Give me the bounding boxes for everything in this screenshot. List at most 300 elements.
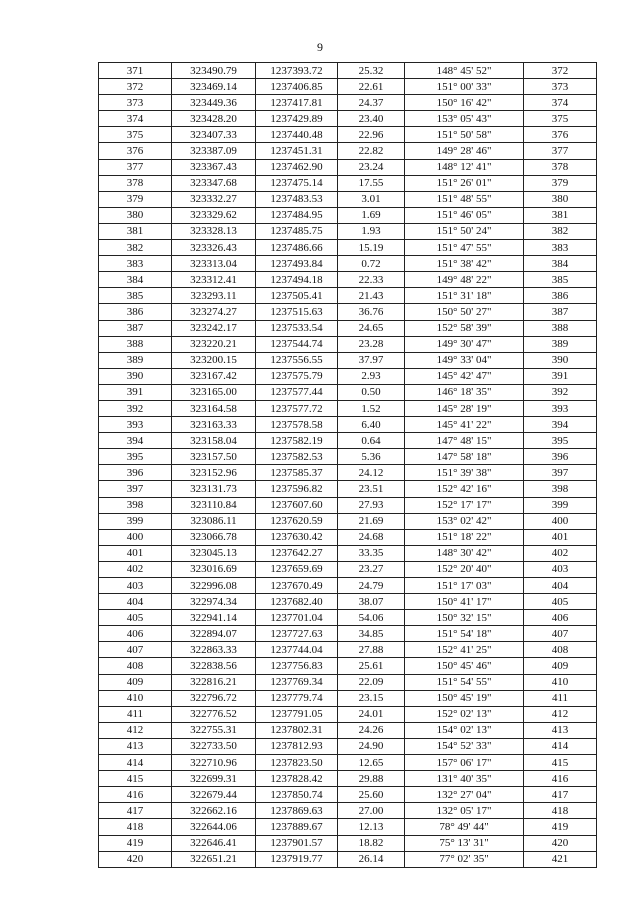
y-coordinate-cell: 1237475.14 <box>256 175 338 191</box>
x-coordinate-cell: 322941.14 <box>172 610 256 626</box>
next-point-cell: 391 <box>524 368 597 384</box>
distance-cell: 24.37 <box>338 95 405 111</box>
next-point-cell: 395 <box>524 433 597 449</box>
distance-cell: 22.61 <box>338 79 405 95</box>
x-coordinate-cell: 322776.52 <box>172 706 256 722</box>
table-row <box>99 545 597 561</box>
next-point-cell: 392 <box>524 384 597 400</box>
direction-angle-cell: 131° 40' 35" <box>405 771 524 787</box>
table-row <box>99 240 597 256</box>
next-point-cell: 408 <box>524 642 597 658</box>
y-coordinate-cell: 1237670.49 <box>256 578 338 594</box>
distance-cell: 23.27 <box>338 561 405 577</box>
x-coordinate-cell: 323293.11 <box>172 288 256 304</box>
coordinates-table <box>98 62 597 868</box>
y-coordinate-cell: 1237486.66 <box>256 240 338 256</box>
table-row <box>99 449 597 465</box>
next-point-cell: 400 <box>524 513 597 529</box>
direction-angle-cell: 151° 31' 18" <box>405 288 524 304</box>
point-number-cell: 397 <box>99 481 172 497</box>
table-row <box>99 755 597 771</box>
distance-cell: 0.72 <box>338 256 405 272</box>
table-row <box>99 191 597 207</box>
next-point-cell: 374 <box>524 95 597 111</box>
next-point-cell: 376 <box>524 127 597 143</box>
y-coordinate-cell: 1237850.74 <box>256 787 338 803</box>
distance-cell: 3.01 <box>338 191 405 207</box>
direction-angle-cell: 150° 45' 19" <box>405 690 524 706</box>
y-coordinate-cell: 1237429.89 <box>256 111 338 127</box>
x-coordinate-cell: 322816.21 <box>172 674 256 690</box>
table-row <box>99 79 597 95</box>
y-coordinate-cell: 1237756.83 <box>256 658 338 674</box>
next-point-cell: 414 <box>524 738 597 754</box>
point-number-cell: 393 <box>99 417 172 433</box>
table-row <box>99 738 597 754</box>
point-number-cell: 385 <box>99 288 172 304</box>
table-row <box>99 95 597 111</box>
y-coordinate-cell: 1237494.18 <box>256 272 338 288</box>
y-coordinate-cell: 1237485.75 <box>256 223 338 239</box>
distance-cell: 22.96 <box>338 127 405 143</box>
point-number-cell: 398 <box>99 497 172 513</box>
distance-cell: 38.07 <box>338 594 405 610</box>
point-number-cell: 380 <box>99 207 172 223</box>
distance-cell: 24.68 <box>338 529 405 545</box>
table-row <box>99 175 597 191</box>
next-point-cell: 375 <box>524 111 597 127</box>
next-point-cell: 382 <box>524 223 597 239</box>
table-row <box>99 143 597 159</box>
y-coordinate-cell: 1237515.63 <box>256 304 338 320</box>
y-coordinate-cell: 1237802.31 <box>256 722 338 738</box>
direction-angle-cell: 151° 26' 01" <box>405 175 524 191</box>
x-coordinate-cell: 323066.78 <box>172 529 256 545</box>
next-point-cell: 404 <box>524 578 597 594</box>
point-number-cell: 404 <box>99 594 172 610</box>
x-coordinate-cell: 323313.04 <box>172 256 256 272</box>
y-coordinate-cell: 1237440.48 <box>256 127 338 143</box>
point-number-cell: 394 <box>99 433 172 449</box>
table-row <box>99 787 597 803</box>
distance-cell: 37.97 <box>338 352 405 368</box>
y-coordinate-cell: 1237823.50 <box>256 755 338 771</box>
table-row <box>99 207 597 223</box>
table-row <box>99 722 597 738</box>
distance-cell: 27.93 <box>338 497 405 513</box>
distance-cell: 0.64 <box>338 433 405 449</box>
y-coordinate-cell: 1237744.04 <box>256 642 338 658</box>
next-point-cell: 393 <box>524 400 597 416</box>
x-coordinate-cell: 323490.79 <box>172 63 256 79</box>
point-number-cell: 415 <box>99 771 172 787</box>
x-coordinate-cell: 323165.00 <box>172 384 256 400</box>
x-coordinate-cell: 323158.04 <box>172 433 256 449</box>
distance-cell: 1.52 <box>338 400 405 416</box>
distance-cell: 24.65 <box>338 320 405 336</box>
x-coordinate-cell: 323045.13 <box>172 545 256 561</box>
direction-angle-cell: 154° 02' 13" <box>405 722 524 738</box>
point-number-cell: 377 <box>99 159 172 175</box>
next-point-cell: 409 <box>524 658 597 674</box>
point-number-cell: 419 <box>99 835 172 851</box>
distance-cell: 24.90 <box>338 738 405 754</box>
distance-cell: 5.36 <box>338 449 405 465</box>
table-row <box>99 674 597 690</box>
direction-angle-cell: 132° 27' 04" <box>405 787 524 803</box>
next-point-cell: 372 <box>524 63 597 79</box>
point-number-cell: 386 <box>99 304 172 320</box>
direction-angle-cell: 147° 58' 18" <box>405 449 524 465</box>
next-point-cell: 415 <box>524 755 597 771</box>
x-coordinate-cell: 323407.33 <box>172 127 256 143</box>
x-coordinate-cell: 323016.69 <box>172 561 256 577</box>
distance-cell: 25.60 <box>338 787 405 803</box>
table-row <box>99 594 597 610</box>
point-number-cell: 374 <box>99 111 172 127</box>
next-point-cell: 418 <box>524 803 597 819</box>
y-coordinate-cell: 1237462.90 <box>256 159 338 175</box>
y-coordinate-cell: 1237451.31 <box>256 143 338 159</box>
table-row <box>99 578 597 594</box>
table-row <box>99 111 597 127</box>
point-number-cell: 401 <box>99 545 172 561</box>
table-row <box>99 561 597 577</box>
distance-cell: 23.28 <box>338 336 405 352</box>
x-coordinate-cell: 323449.36 <box>172 95 256 111</box>
direction-angle-cell: 152° 17' 17" <box>405 497 524 513</box>
x-coordinate-cell: 323157.50 <box>172 449 256 465</box>
y-coordinate-cell: 1237575.79 <box>256 368 338 384</box>
direction-angle-cell: 148° 45' 52" <box>405 63 524 79</box>
x-coordinate-cell: 323110.84 <box>172 497 256 513</box>
x-coordinate-cell: 323428.20 <box>172 111 256 127</box>
distance-cell: 22.33 <box>338 272 405 288</box>
y-coordinate-cell: 1237701.04 <box>256 610 338 626</box>
distance-cell: 6.40 <box>338 417 405 433</box>
y-coordinate-cell: 1237505.41 <box>256 288 338 304</box>
point-number-cell: 391 <box>99 384 172 400</box>
distance-cell: 12.13 <box>338 819 405 835</box>
point-number-cell: 395 <box>99 449 172 465</box>
table-row <box>99 433 597 449</box>
x-coordinate-cell: 323469.14 <box>172 79 256 95</box>
distance-cell: 34.85 <box>338 626 405 642</box>
point-number-cell: 420 <box>99 851 172 867</box>
table-row <box>99 400 597 416</box>
next-point-cell: 405 <box>524 594 597 610</box>
point-number-cell: 411 <box>99 706 172 722</box>
next-point-cell: 389 <box>524 336 597 352</box>
table-row <box>99 352 597 368</box>
direction-angle-cell: 149° 33' 04" <box>405 352 524 368</box>
next-point-cell: 384 <box>524 256 597 272</box>
table-row <box>99 368 597 384</box>
next-point-cell: 379 <box>524 175 597 191</box>
distance-cell: 12.65 <box>338 755 405 771</box>
table-row <box>99 851 597 867</box>
point-number-cell: 416 <box>99 787 172 803</box>
table-row <box>99 127 597 143</box>
next-point-cell: 386 <box>524 288 597 304</box>
direction-angle-cell: 151° 46' 05" <box>405 207 524 223</box>
point-number-cell: 378 <box>99 175 172 191</box>
direction-angle-cell: 145° 28' 19" <box>405 400 524 416</box>
next-point-cell: 403 <box>524 561 597 577</box>
x-coordinate-cell: 322838.56 <box>172 658 256 674</box>
y-coordinate-cell: 1237417.81 <box>256 95 338 111</box>
direction-angle-cell: 78° 49' 44" <box>405 819 524 835</box>
point-number-cell: 383 <box>99 256 172 272</box>
table-row <box>99 320 597 336</box>
x-coordinate-cell: 323329.62 <box>172 207 256 223</box>
point-number-cell: 371 <box>99 63 172 79</box>
y-coordinate-cell: 1237483.53 <box>256 191 338 207</box>
direction-angle-cell: 152° 42' 16" <box>405 481 524 497</box>
x-coordinate-cell: 323367.43 <box>172 159 256 175</box>
point-number-cell: 382 <box>99 240 172 256</box>
table-row <box>99 384 597 400</box>
next-point-cell: 378 <box>524 159 597 175</box>
next-point-cell: 406 <box>524 610 597 626</box>
y-coordinate-cell: 1237556.55 <box>256 352 338 368</box>
next-point-cell: 411 <box>524 690 597 706</box>
y-coordinate-cell: 1237393.72 <box>256 63 338 79</box>
point-number-cell: 407 <box>99 642 172 658</box>
x-coordinate-cell: 322974.34 <box>172 594 256 610</box>
y-coordinate-cell: 1237577.72 <box>256 400 338 416</box>
direction-angle-cell: 149° 28' 46" <box>405 143 524 159</box>
x-coordinate-cell: 322646.41 <box>172 835 256 851</box>
direction-angle-cell: 150° 41' 17" <box>405 594 524 610</box>
point-number-cell: 389 <box>99 352 172 368</box>
distance-cell: 22.09 <box>338 674 405 690</box>
x-coordinate-cell: 323163.33 <box>172 417 256 433</box>
point-number-cell: 379 <box>99 191 172 207</box>
next-point-cell: 402 <box>524 545 597 561</box>
distance-cell: 2.93 <box>338 368 405 384</box>
distance-cell: 23.51 <box>338 481 405 497</box>
y-coordinate-cell: 1237585.37 <box>256 465 338 481</box>
direction-angle-cell: 148° 12' 41" <box>405 159 524 175</box>
next-point-cell: 412 <box>524 706 597 722</box>
x-coordinate-cell: 322662.16 <box>172 803 256 819</box>
x-coordinate-cell: 323164.58 <box>172 400 256 416</box>
distance-cell: 23.15 <box>338 690 405 706</box>
table-row <box>99 417 597 433</box>
x-coordinate-cell: 323347.68 <box>172 175 256 191</box>
distance-cell: 36.76 <box>338 304 405 320</box>
table-row <box>99 497 597 513</box>
y-coordinate-cell: 1237642.27 <box>256 545 338 561</box>
table-row <box>99 819 597 835</box>
point-number-cell: 399 <box>99 513 172 529</box>
next-point-cell: 416 <box>524 771 597 787</box>
point-number-cell: 400 <box>99 529 172 545</box>
table-row <box>99 272 597 288</box>
distance-cell: 26.14 <box>338 851 405 867</box>
direction-angle-cell: 151° 54' 18" <box>405 626 524 642</box>
distance-cell: 1.69 <box>338 207 405 223</box>
direction-angle-cell: 154° 52' 33" <box>405 738 524 754</box>
y-coordinate-cell: 1237493.84 <box>256 256 338 272</box>
table-row <box>99 481 597 497</box>
x-coordinate-cell: 322894.07 <box>172 626 256 642</box>
table-row <box>99 658 597 674</box>
y-coordinate-cell: 1237682.40 <box>256 594 338 610</box>
distance-cell: 24.12 <box>338 465 405 481</box>
y-coordinate-cell: 1237812.93 <box>256 738 338 754</box>
direction-angle-cell: 151° 47' 55" <box>405 240 524 256</box>
direction-angle-cell: 149° 30' 47" <box>405 336 524 352</box>
next-point-cell: 388 <box>524 320 597 336</box>
direction-angle-cell: 132° 05' 17" <box>405 803 524 819</box>
y-coordinate-cell: 1237769.34 <box>256 674 338 690</box>
y-coordinate-cell: 1237578.58 <box>256 417 338 433</box>
point-number-cell: 412 <box>99 722 172 738</box>
x-coordinate-cell: 323326.43 <box>172 240 256 256</box>
table-row <box>99 706 597 722</box>
direction-angle-cell: 151° 39' 38" <box>405 465 524 481</box>
point-number-cell: 410 <box>99 690 172 706</box>
next-point-cell: 377 <box>524 143 597 159</box>
y-coordinate-cell: 1237869.63 <box>256 803 338 819</box>
y-coordinate-cell: 1237901.57 <box>256 835 338 851</box>
direction-angle-cell: 151° 50' 58" <box>405 127 524 143</box>
direction-angle-cell: 150° 32' 15" <box>405 610 524 626</box>
x-coordinate-cell: 322755.31 <box>172 722 256 738</box>
distance-cell: 29.88 <box>338 771 405 787</box>
direction-angle-cell: 149° 48' 22" <box>405 272 524 288</box>
next-point-cell: 383 <box>524 240 597 256</box>
table-row <box>99 159 597 175</box>
y-coordinate-cell: 1237577.44 <box>256 384 338 400</box>
direction-angle-cell: 151° 54' 55" <box>405 674 524 690</box>
page-number: 9 <box>317 40 323 54</box>
table-row <box>99 63 597 79</box>
direction-angle-cell: 151° 17' 03" <box>405 578 524 594</box>
x-coordinate-cell: 322699.31 <box>172 771 256 787</box>
table-row <box>99 336 597 352</box>
point-number-cell: 413 <box>99 738 172 754</box>
table-row <box>99 803 597 819</box>
next-point-cell: 397 <box>524 465 597 481</box>
x-coordinate-cell: 322651.21 <box>172 851 256 867</box>
distance-cell: 24.01 <box>338 706 405 722</box>
next-point-cell: 421 <box>524 851 597 867</box>
y-coordinate-cell: 1237779.74 <box>256 690 338 706</box>
y-coordinate-cell: 1237533.54 <box>256 320 338 336</box>
table-row <box>99 256 597 272</box>
distance-cell: 25.61 <box>338 658 405 674</box>
distance-cell: 23.40 <box>338 111 405 127</box>
table-row <box>99 288 597 304</box>
distance-cell: 24.26 <box>338 722 405 738</box>
distance-cell: 18.82 <box>338 835 405 851</box>
y-coordinate-cell: 1237406.85 <box>256 79 338 95</box>
point-number-cell: 392 <box>99 400 172 416</box>
direction-angle-cell: 150° 45' 46" <box>405 658 524 674</box>
y-coordinate-cell: 1237727.63 <box>256 626 338 642</box>
distance-cell: 23.24 <box>338 159 405 175</box>
point-number-cell: 409 <box>99 674 172 690</box>
distance-cell: 24.79 <box>338 578 405 594</box>
direction-angle-cell: 151° 50' 24" <box>405 223 524 239</box>
y-coordinate-cell: 1237582.53 <box>256 449 338 465</box>
point-number-cell: 375 <box>99 127 172 143</box>
direction-angle-cell: 151° 48' 55" <box>405 191 524 207</box>
point-number-cell: 384 <box>99 272 172 288</box>
distance-cell: 33.35 <box>338 545 405 561</box>
table-row <box>99 465 597 481</box>
next-point-cell: 373 <box>524 79 597 95</box>
point-number-cell: 414 <box>99 755 172 771</box>
y-coordinate-cell: 1237607.60 <box>256 497 338 513</box>
x-coordinate-cell: 322710.96 <box>172 755 256 771</box>
direction-angle-cell: 152° 41' 25" <box>405 642 524 658</box>
direction-angle-cell: 152° 20' 40" <box>405 561 524 577</box>
x-coordinate-cell: 323328.13 <box>172 223 256 239</box>
table-row <box>99 771 597 787</box>
next-point-cell: 385 <box>524 272 597 288</box>
table-row <box>99 513 597 529</box>
y-coordinate-cell: 1237919.77 <box>256 851 338 867</box>
direction-angle-cell: 75° 13' 31" <box>405 835 524 851</box>
y-coordinate-cell: 1237828.42 <box>256 771 338 787</box>
direction-angle-cell: 151° 38' 42" <box>405 256 524 272</box>
direction-angle-cell: 77° 02' 35" <box>405 851 524 867</box>
next-point-cell: 394 <box>524 417 597 433</box>
point-number-cell: 376 <box>99 143 172 159</box>
y-coordinate-cell: 1237582.19 <box>256 433 338 449</box>
x-coordinate-cell: 322733.50 <box>172 738 256 754</box>
table-row <box>99 529 597 545</box>
y-coordinate-cell: 1237630.42 <box>256 529 338 545</box>
x-coordinate-cell: 323242.17 <box>172 320 256 336</box>
distance-cell: 21.69 <box>338 513 405 529</box>
next-point-cell: 399 <box>524 497 597 513</box>
point-number-cell: 408 <box>99 658 172 674</box>
x-coordinate-cell: 323220.21 <box>172 336 256 352</box>
direction-angle-cell: 151° 00' 33" <box>405 79 524 95</box>
y-coordinate-cell: 1237484.95 <box>256 207 338 223</box>
x-coordinate-cell: 323274.27 <box>172 304 256 320</box>
table-row <box>99 304 597 320</box>
y-coordinate-cell: 1237544.74 <box>256 336 338 352</box>
distance-cell: 22.82 <box>338 143 405 159</box>
point-number-cell: 405 <box>99 610 172 626</box>
point-number-cell: 387 <box>99 320 172 336</box>
table-row <box>99 690 597 706</box>
table-body <box>99 63 597 868</box>
distance-cell: 15.19 <box>338 240 405 256</box>
direction-angle-cell: 152° 58' 39" <box>405 320 524 336</box>
point-number-cell: 388 <box>99 336 172 352</box>
distance-cell: 21.43 <box>338 288 405 304</box>
direction-angle-cell: 147° 48' 15" <box>405 433 524 449</box>
x-coordinate-cell: 323387.09 <box>172 143 256 159</box>
next-point-cell: 398 <box>524 481 597 497</box>
direction-angle-cell: 148° 30' 42" <box>405 545 524 561</box>
next-point-cell: 387 <box>524 304 597 320</box>
direction-angle-cell: 146° 18' 35" <box>405 384 524 400</box>
point-number-cell: 390 <box>99 368 172 384</box>
distance-cell: 27.88 <box>338 642 405 658</box>
next-point-cell: 401 <box>524 529 597 545</box>
x-coordinate-cell: 323131.73 <box>172 481 256 497</box>
point-number-cell: 372 <box>99 79 172 95</box>
distance-cell: 1.93 <box>338 223 405 239</box>
